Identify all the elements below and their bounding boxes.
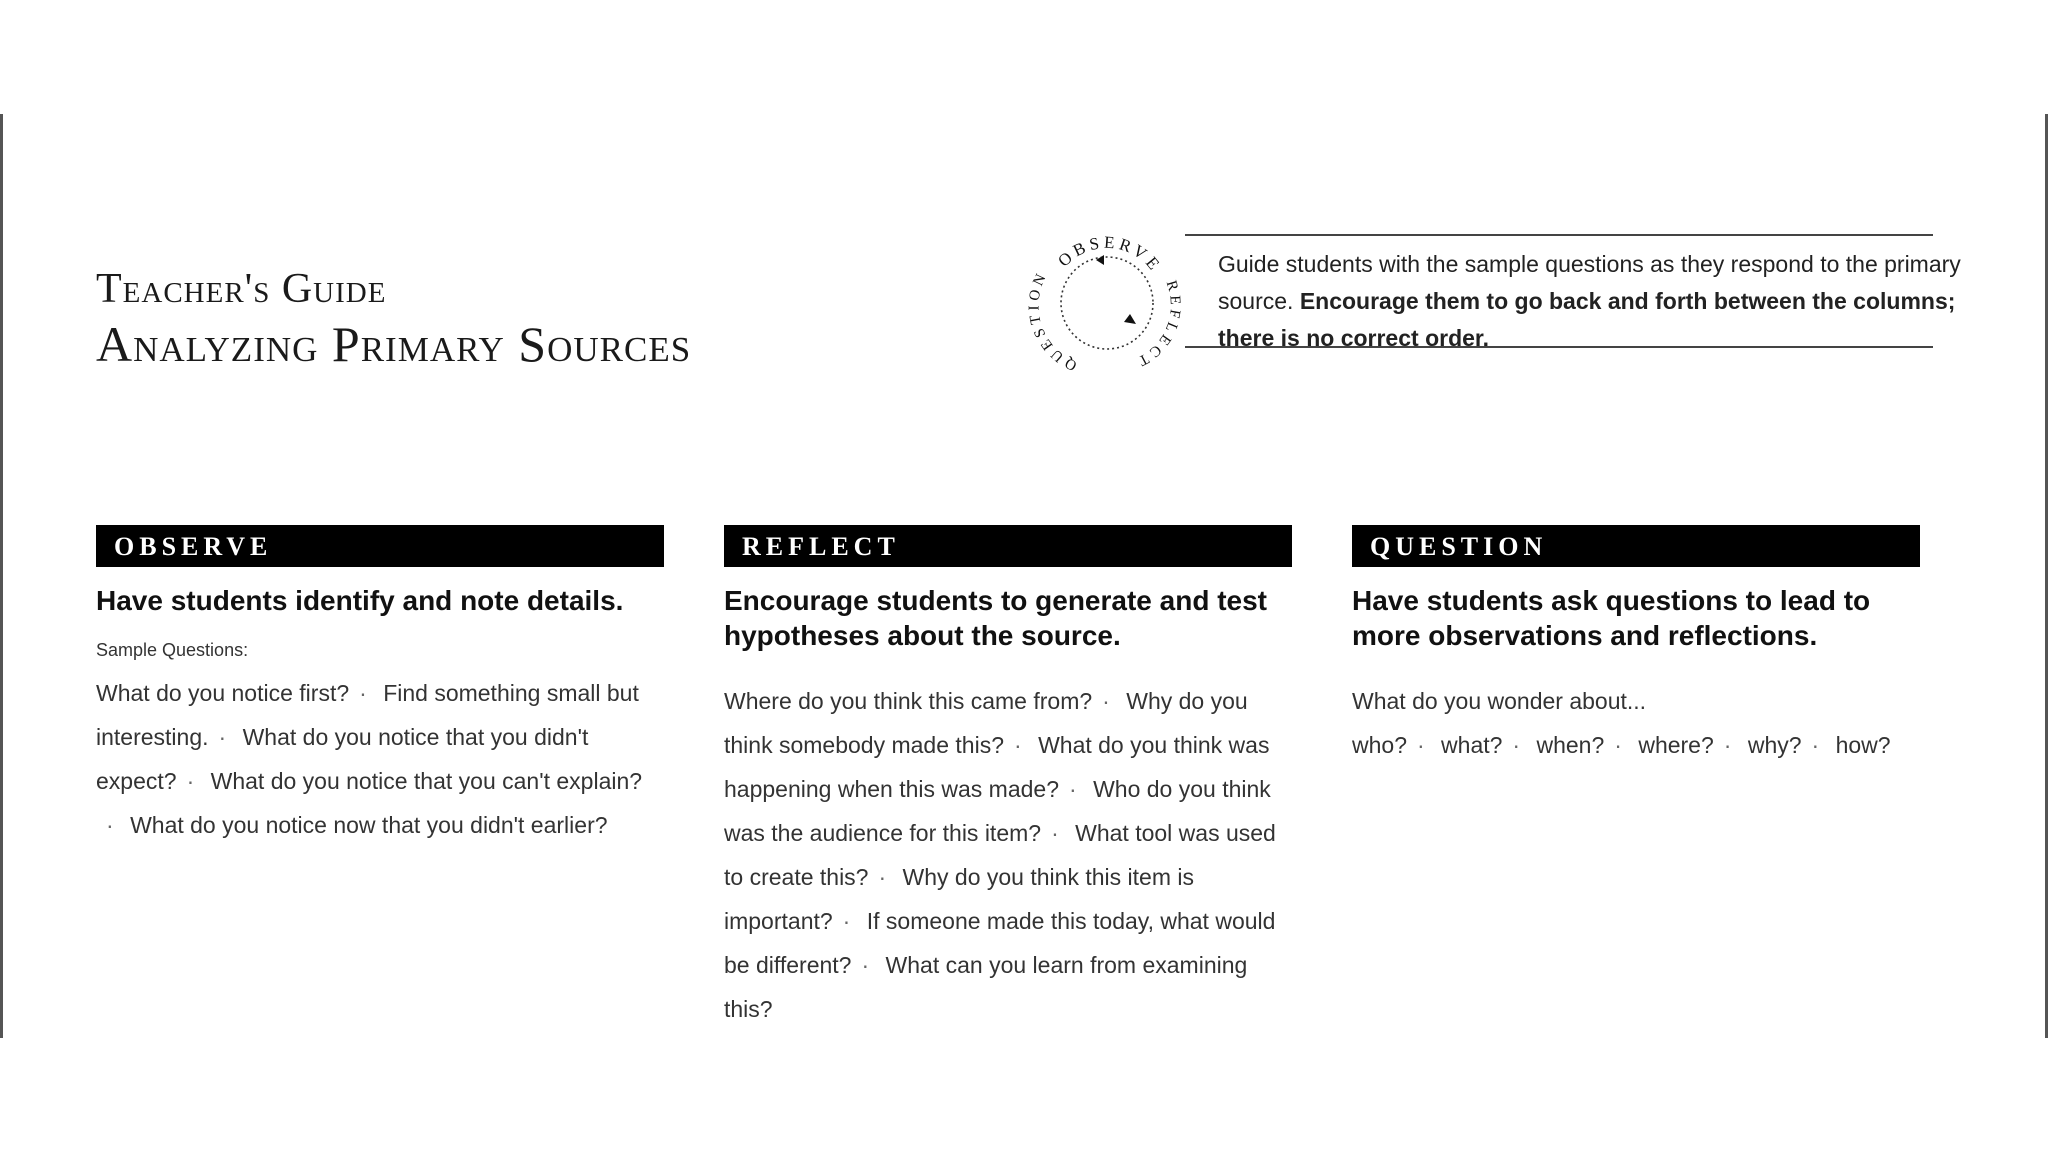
reflect-question: What can you learn from examining this? bbox=[724, 952, 1248, 1022]
reflect-questions: Where do you think this came from? · Why do you think somebody made this? · What do you think was happening when this was made? · Who do you think was the audience for this item? · What tool was used to create this? · Why do you think this item is important? · If someone made this today, what would be different? · What can you learn from examining this? bbox=[724, 688, 1276, 1022]
question-header: QUESTION bbox=[1352, 525, 1920, 567]
observe-reflect-question-cycle-icon bbox=[1012, 208, 1202, 398]
logo-observe-label: OBSERVE bbox=[1054, 232, 1166, 277]
guide-text-normal: Guide students with the sample questions as they respond to the primary source. bbox=[1218, 251, 1961, 314]
question-word: when? bbox=[1536, 732, 1605, 758]
observe-lead: Have students identify and note details. bbox=[96, 585, 624, 616]
question-word: where? bbox=[1638, 732, 1714, 758]
observe-header: OBSERVE bbox=[96, 525, 664, 567]
question-lead: Have students ask questions to lead to more observations and reflections. bbox=[1352, 585, 1871, 651]
reflect-header: REFLECT bbox=[724, 525, 1292, 567]
observe-question: What do you notice that you can't explain? bbox=[210, 768, 643, 794]
reflect-question: If someone made this today, what would be different? bbox=[724, 908, 1276, 978]
guide-instructions bbox=[1185, 234, 1961, 351]
observe-question: Find something small but interesting. bbox=[96, 680, 639, 750]
question-word: how? bbox=[1835, 732, 1891, 758]
reflect-question: Why do you think this item is important? bbox=[724, 864, 1194, 934]
question-intro: What do you wonder about... bbox=[1352, 688, 1647, 714]
reflect-question: Why do you think somebody made this? bbox=[724, 688, 1248, 758]
question-word: what? bbox=[1441, 732, 1503, 758]
observe-column bbox=[96, 525, 664, 847]
reflect-question: Where do you think this came from? bbox=[724, 688, 1093, 714]
title-analyzing-primary-sources: Analyzing Primary Sources bbox=[96, 316, 692, 372]
question-column bbox=[1352, 525, 1920, 767]
question-prompts: What do you wonder about... who? · what? · when? · where? · why? · how? bbox=[1352, 679, 1920, 767]
observe-question: What do you notice now that you didn't earlier? bbox=[130, 812, 608, 838]
reflect-lead: Encourage students to generate and test hypotheses about the source. bbox=[724, 585, 1267, 651]
question-word: who? bbox=[1352, 732, 1407, 758]
document-title bbox=[96, 268, 691, 374]
guide-text-bold: Encourage them to go back and forth between the columns; there is no correct order. bbox=[1218, 288, 1956, 351]
logo-reflect-label: REFLECT bbox=[1132, 278, 1184, 371]
page-edge-left bbox=[0, 114, 3, 1038]
observe-question: What do you notice first? bbox=[96, 680, 350, 706]
reflect-question: What tool was used to create this? bbox=[724, 820, 1276, 890]
reflect-question: What do you think was happening when this was made? bbox=[724, 732, 1270, 802]
title-teachers-guide: Teacher's Guide bbox=[96, 266, 387, 312]
observe-question: What do you notice that you didn't expect? bbox=[96, 724, 589, 794]
question-word: why? bbox=[1747, 732, 1802, 758]
reflect-question: Who do you think was the audience for this item? bbox=[724, 776, 1271, 846]
observe-questions: What do you notice first? · Find something small but interesting. · What do you notice that you didn't expect? · What do you notice that you can't explain?· What do you notice now that you didn't earlier? bbox=[96, 680, 643, 838]
reflect-column bbox=[724, 525, 1292, 1031]
logo-question-label: QUESTION bbox=[1026, 268, 1080, 374]
observe-sample-label: Sample Questions: bbox=[96, 640, 249, 660]
